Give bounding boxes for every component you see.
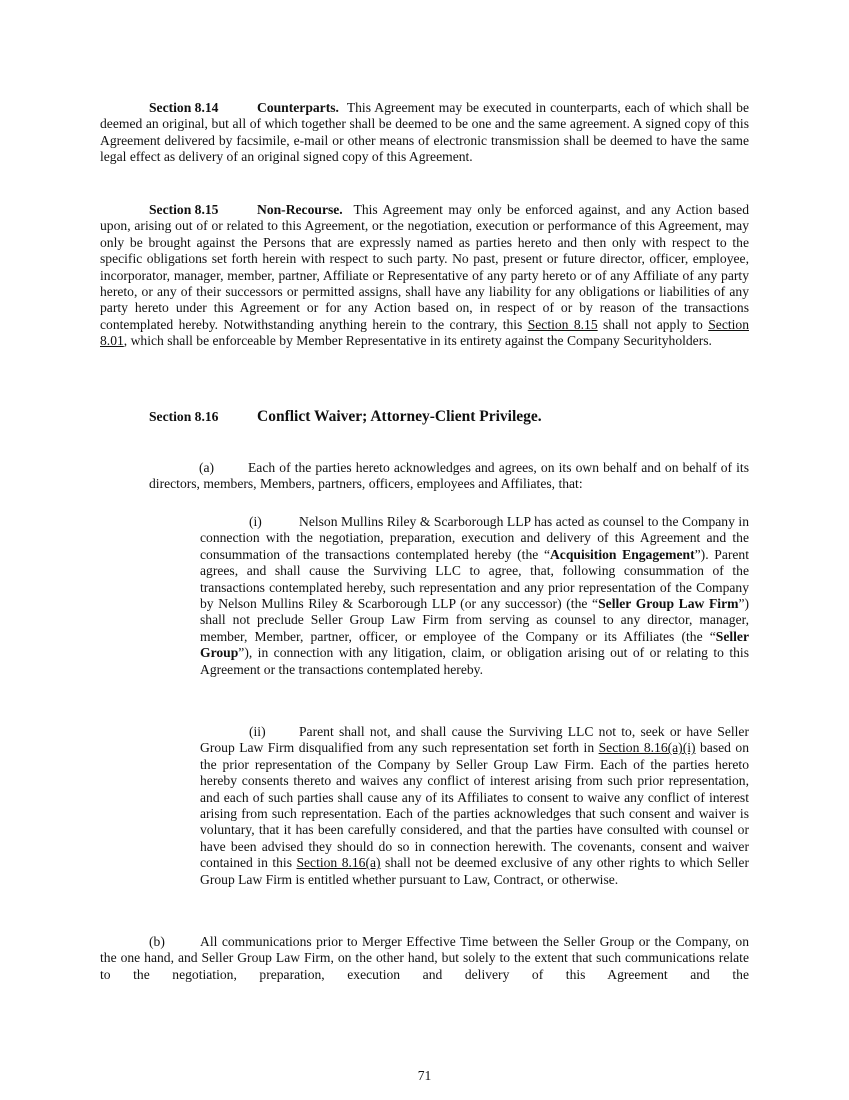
term-acquisition-engagement: Acquisition Engagement (549, 546, 695, 562)
paragraph-b-text: All communications prior to Merger Effective Time between the Seller Group or the Company, on the one hand, and Seller Group Law Firm, on the other hand, but solely to the extent that such communications relate to the negotiation, preparation, execution and delivery of this Agreement and the (100, 934, 749, 982)
paragraph-a-ii-text-2: based on the prior representation of the Company by Seller Group Law Firm. Each of the parties hereto hereby consents thereto and waives any conflict of interest arising from such prior representation, and each of such parties shall cause any of its Affiliates to consent to waive any conflict of interest arising from such representation. Each of the parties acknowledges that such consent and waiver is voluntary, that it has been carefully considered, and that the parties have consulted with counsel or have been advised they should do so in connection herewith. The covenants, consent and waiver contained in this (200, 740, 750, 871)
paragraph-b (100, 934, 749, 983)
section-8-14-text: This Agreement may be executed in counterparts, each of which shall be deemed an original, but all of which together shall be deemed to be one and the same agreement. A signed copy of this Agreement delivered by facsimile, e-mail or other means of electronic transmission shall be deemed to have the same legal effect as delivery of an original signed copy of this Agreement. (100, 100, 749, 165)
section-8-14-number: Section 8.14 (149, 100, 219, 115)
paragraph-a-i-text-2: ”). Parent agrees, and shall cause the Surviving LLC to agree, that, following consummation of the transactions contemplated hereby, such representation and any prior representation of the Company by Nelson Mullins Riley & Scarborough LLP (or any successor) (the “ (200, 546, 749, 612)
paragraph-a-ii-text-3: shall not be deemed exclusive of any other rights to which Seller Group Law Firm is entitled whether pursuant to Law, Contract, or otherwise. (200, 855, 749, 887)
term-seller-group: Seller Group (200, 628, 749, 661)
section-8-14-title: Counterparts. (257, 100, 339, 115)
section-8-16-number: Section 8.16 (149, 409, 219, 424)
paragraph-a-i-label: (i) (249, 514, 262, 529)
paragraph-b-label: (b) (149, 934, 165, 949)
paragraph-a-ii-label: (ii) (249, 724, 266, 739)
paragraph-a-i (200, 514, 749, 678)
paragraph-a-i-text-4: ”), in connection with any litigation, claim, or obligation arising out of or relating to this Agreement or the transactions contemplated hereby. (200, 645, 749, 677)
page-number: 71 (417, 1068, 432, 1083)
section-8-16-title: Conflict Waiver; Attorney-Client Privilege. (257, 408, 542, 425)
paragraph-a-i-text-1: Nelson Mullins Riley & Scarborough LLP has acted as counsel to the Company in connection with the negotiation, preparation, execution and delivery of this Agreement and the consummation of the transactions contemplated hereby (the “ (200, 514, 749, 562)
paragraph-a (149, 460, 749, 493)
section-8-15-text-1: This Agreement may only be enforced against, and any Action based upon, arising out of or related to this Agreement, or the negotiation, execution or performance of this Agreement, may only be brought against the Persons that are expressly named as parties hereto and then only with respect to the specific obligations set forth herein with respect to such party. No past, present or future director, officer, employee, incorporator, manager, member, partner, Affiliate or Representative of any party hereto or of any Affiliate of any party hereto, or any of their successors or permitted assigns, shall have any liability for any obligations or liabilities of any party hereto under this Agreement or for any Action based on, in respect of or by reason of the transactions contemplated hereby. Notwithstanding anything herein to the contrary, this (100, 202, 749, 332)
section-8-14 (100, 100, 749, 166)
cross-ref-section-8-01: Section 8.01 (100, 316, 749, 349)
cross-ref-section-8-15: Section 8.15 (527, 316, 598, 332)
paragraph-a-label: (a) (199, 460, 215, 475)
section-8-15-text-3: , which shall be enforceable by Member Representative in its entirety against the Company Securityholders. (123, 333, 712, 349)
section-8-15 (100, 202, 749, 350)
term-seller-group-law-firm: Seller Group Law Firm (598, 596, 739, 612)
section-8-15-number: Section 8.15 (149, 202, 219, 217)
paragraph-a-text: Each of the parties hereto acknowledges and agrees, on its own behalf and on behalf of its directors, members, Members, partners, officers, employees and Affiliates, that: (149, 460, 749, 492)
section-8-16-heading (149, 409, 749, 425)
paragraph-a-i-text-3: ”) shall not preclude Seller Group Law Firm from serving as counsel to any director, manager, member, Member, partner, officer, or employee of the Company or its Affiliates (the “ (200, 596, 750, 644)
cross-ref-section-8-16-a: Section 8.16(a) (296, 855, 381, 871)
section-8-15-text-2: shall not apply to (597, 316, 709, 332)
cross-ref-section-8-16-a-i: Section 8.16(a)(i) (598, 740, 696, 756)
paragraph-a-ii-text-1: Parent shall not, and shall cause the Surviving LLC not to, seek or have Seller Group Law Firm disqualified from any such representation set forth in (200, 724, 749, 756)
paragraph-a-ii (200, 724, 749, 888)
section-8-15-title: Non-Recourse. (257, 202, 343, 217)
